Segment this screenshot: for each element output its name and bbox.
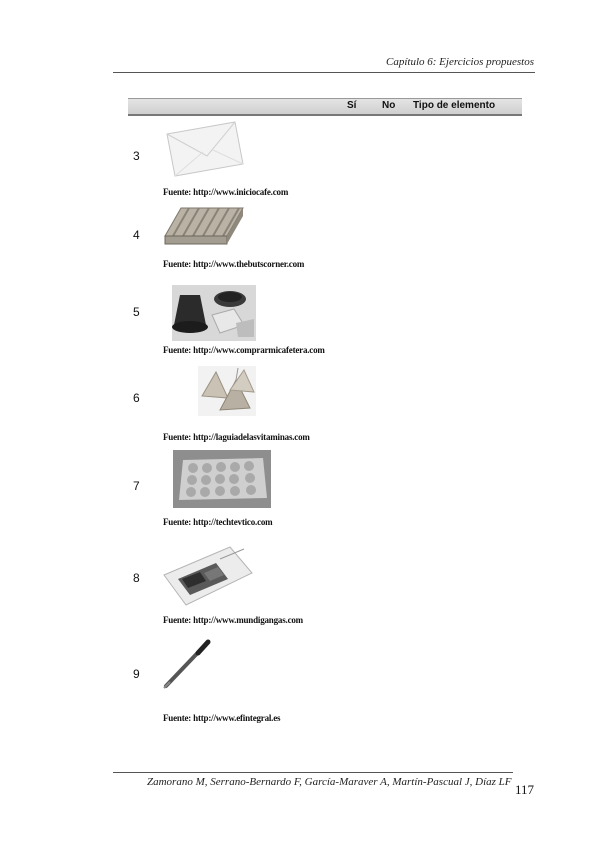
row-number: 6: [133, 391, 140, 405]
row-number: 7: [133, 479, 140, 493]
row-number: 4: [133, 228, 140, 242]
image-source-caption: Fuente: http://www.comprarmicafetera.com: [163, 345, 325, 355]
row-number: 8: [133, 571, 140, 585]
image-source-caption: Fuente: http://www.mundigangas.com: [163, 615, 303, 625]
tea-bags-image: [198, 366, 256, 416]
header-rule: [113, 72, 535, 73]
column-no: No: [382, 100, 396, 111]
table-header: [128, 98, 522, 116]
row-number: 9: [133, 667, 140, 681]
image-source-caption: Fuente: http://www.efintegral.es: [163, 713, 281, 723]
image-source-caption: Fuente: http://techtevtico.com: [163, 517, 273, 527]
envelope-image: [163, 120, 247, 178]
pen-image: [160, 638, 214, 692]
image-source-caption: Fuente: http://www.thebutscorner.com: [163, 259, 305, 269]
footer-authors: Zamorano M, Serrano-Bernardo F, García-Maraver A, Martín-Pascual J, Díaz LF: [147, 776, 512, 788]
image-source-caption: Fuente: http://laguiadelasvitaminas.com: [163, 432, 310, 442]
column-tipo-elemento: Tipo de elemento: [413, 100, 496, 111]
page-number: 117: [515, 782, 535, 797]
egg-carton-image: [173, 450, 271, 508]
image-source-caption: Fuente: http://www.iniciocafe.com: [163, 187, 289, 197]
column-si: Sí: [347, 100, 357, 111]
chapter-title: Capítulo 6: Ejercicios propuestos: [386, 56, 534, 68]
row-number: 5: [133, 305, 140, 319]
blister-package-image: [160, 545, 256, 609]
footer-rule: [113, 772, 513, 773]
wooden-pallet-image: [163, 204, 245, 250]
coffee-capsules-image: [172, 285, 256, 341]
row-number: 3: [133, 149, 140, 163]
